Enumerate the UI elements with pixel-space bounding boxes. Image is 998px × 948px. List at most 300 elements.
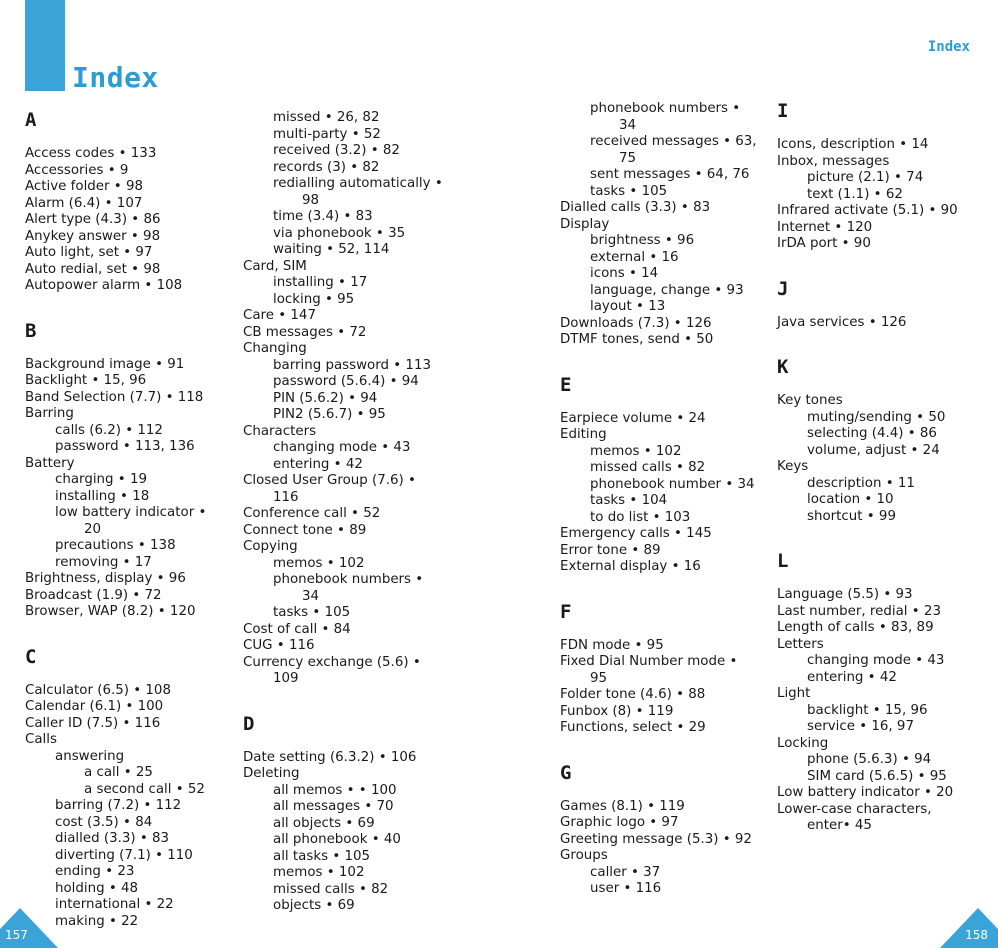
index-entry-text: CUG • 116 [243, 638, 315, 653]
index-column [560, 101, 775, 898]
index-entry-text: phonebook numbers • [590, 101, 741, 116]
index-entry-text: missed calls • 82 [273, 881, 389, 897]
index-entry [25, 439, 240, 456]
index-entry-text: received (3.2) • 82 [273, 143, 400, 158]
index-entry [777, 604, 992, 621]
index-entry-text: records (3) • 82 [273, 159, 380, 175]
index-entry [25, 456, 240, 473]
index-entry [777, 802, 992, 819]
index-entry-text: to do list • 103 [590, 509, 691, 525]
index-entry [777, 393, 992, 410]
index-entry-text: Auto redial, set • 98 [25, 261, 161, 277]
index-entry-list [777, 393, 992, 525]
index-entry [560, 815, 775, 832]
index-entry-text: phonebook number • 34 [590, 476, 755, 492]
page-title: Index [72, 61, 159, 94]
index-entry [243, 391, 458, 408]
index-entry-text: icons • 14 [590, 266, 659, 281]
index-entry-text: Dialled calls (3.3) • 83 [560, 200, 711, 215]
index-entry [243, 110, 458, 127]
index-entry-text: memos • 102 [273, 865, 365, 880]
index-entry [25, 765, 240, 782]
page-number-right: 158 [965, 928, 988, 942]
index-entry-text: IrDA port • 90 [777, 236, 871, 251]
index-entry [560, 865, 775, 882]
index-entry-text: picture (2.1) • 74 [807, 170, 924, 185]
index-entry [560, 332, 775, 349]
index-entry-text: Battery [25, 455, 75, 471]
index-entry [243, 473, 458, 506]
index-entry [560, 510, 775, 527]
index-entry [243, 457, 458, 474]
index-entry-continuation: 95 [590, 670, 608, 686]
index-entry [25, 831, 240, 848]
index-entry [777, 220, 992, 237]
index-entry [243, 750, 458, 767]
index-entry [25, 390, 240, 407]
index-entry [777, 170, 992, 187]
index-entry-text: tasks • 104 [590, 493, 668, 508]
index-entry [560, 444, 775, 461]
index-section [25, 295, 240, 621]
index-entry-list [560, 638, 775, 737]
index-entry-continuation: 34 [302, 588, 320, 604]
index-entry [777, 736, 992, 753]
index-entry [560, 184, 775, 201]
index-entry-text: text (1.1) • 62 [807, 186, 903, 202]
index-entry-text: Brightness, display • 96 [25, 571, 186, 586]
index-entry-text: service • 16, 97 [807, 719, 914, 734]
index-entry-text: password (5.6.4) • 94 [273, 374, 419, 389]
index-entry-text: Internet • 120 [777, 219, 873, 235]
title-accent-bar [25, 0, 65, 91]
index-section [560, 737, 775, 898]
section-letter: E [560, 373, 572, 396]
index-entry [777, 653, 992, 670]
index-entry [777, 769, 992, 786]
index-entry [25, 864, 240, 881]
index-entry-list [560, 101, 775, 349]
index-entry [777, 587, 992, 604]
index-entry [243, 799, 458, 816]
index-entry-text: Calculator (6.5) • 108 [25, 682, 171, 698]
section-gap [25, 621, 240, 647]
index-entry-text: removing • 17 [55, 554, 152, 570]
index-entry [243, 440, 458, 457]
index-entry-continuation: 20 [84, 521, 102, 537]
index-entry-text: DTMF tones, send • 50 [560, 332, 714, 347]
index-entry [243, 259, 458, 276]
index-entry-text: changing mode • 43 [273, 440, 411, 455]
index-entry-text: missed • 26, 82 [273, 110, 380, 125]
index-entry-text: Editing [560, 427, 607, 442]
index-entry [777, 154, 992, 171]
index-entry-text: volume, adjust • 24 [807, 442, 940, 458]
index-entry-text: low battery indicator • [55, 505, 207, 520]
section-letter: A [25, 109, 37, 131]
index-entry-text: Closed User Group (7.6) • [243, 473, 416, 488]
index-entry-text: user • 116 [590, 881, 662, 896]
index-entry [777, 719, 992, 736]
index-entry-text: received messages • 63, [590, 134, 757, 149]
index-section [560, 101, 775, 349]
index-entry-text: Card, SIM [243, 258, 307, 274]
index-entry [777, 236, 992, 253]
index-entry [560, 704, 775, 721]
index-entry-text: making • 22 [55, 913, 139, 929]
index-entry [25, 604, 240, 621]
index-entry-text: description • 11 [807, 475, 915, 491]
index-entry [25, 732, 240, 749]
index-section [777, 331, 992, 525]
index-entry [25, 881, 240, 898]
index-entry [243, 622, 458, 639]
index-entry [777, 509, 992, 526]
section-gap [560, 576, 775, 602]
index-entry [560, 217, 775, 234]
index-entry [560, 881, 775, 898]
index-entry-text: Icons, description • 14 [777, 137, 929, 152]
index-entry [560, 283, 775, 300]
index-entry [243, 275, 458, 292]
section-gap [777, 525, 992, 551]
index-entry-text: entering • 42 [807, 669, 897, 685]
index-entry-text: Broadcast (1.9) • 72 [25, 587, 162, 603]
index-entry-text: precautions • 138 [55, 538, 176, 553]
index-entry [25, 229, 240, 246]
index-entry-text: external • 16 [590, 249, 679, 265]
index-entry [25, 373, 240, 390]
index-column [777, 101, 992, 835]
index-entry-text: Access codes • 133 [25, 146, 157, 161]
index-entry-text: Auto light, set • 97 [25, 245, 153, 260]
index-entry [560, 427, 775, 444]
index-entry [560, 233, 775, 250]
index-entry-text: memos • 102 [590, 443, 682, 459]
index-entry-text: Calls [25, 732, 57, 747]
index-entry [560, 316, 775, 333]
index-entry-text: Cost of call • 84 [243, 621, 351, 637]
section-letter: C [25, 645, 37, 668]
index-entry-text: Light [777, 686, 811, 701]
index-entry-text: answering [55, 748, 125, 764]
index-entry-text: Autopower alarm • 108 [25, 278, 183, 293]
index-entry-text: a second call • 52 [84, 781, 205, 797]
page-number-left: 157 [5, 928, 28, 942]
index-entry-text: Key tones [777, 393, 843, 408]
index-entry-list [777, 315, 992, 332]
index-entry [25, 278, 240, 295]
index-entry-text: Language (5.5) • 93 [777, 587, 913, 602]
index-entry [777, 476, 992, 493]
index-entry [243, 242, 458, 259]
index-entry [25, 555, 240, 572]
index-entry-text: diverting (7.1) • 110 [55, 847, 193, 863]
section-letter: F [560, 600, 572, 623]
index-entry [25, 815, 240, 832]
index-entry-text: Length of calls • 83, 89 [777, 620, 934, 635]
index-entry-text: layout • 13 [590, 299, 666, 314]
index-section [777, 101, 992, 253]
index-entry [243, 849, 458, 866]
index-entry-text: tasks • 105 [590, 183, 668, 199]
index-entry [560, 638, 775, 655]
index-entry-text: caller • 37 [590, 864, 661, 880]
index-entry-text: Caller ID (7.5) • 116 [25, 715, 161, 731]
index-entry [25, 848, 240, 865]
index-entry [777, 187, 992, 204]
index-entry [243, 226, 458, 243]
index-entry [243, 143, 458, 160]
index-column [25, 110, 240, 930]
section-letter: K [777, 356, 789, 378]
index-entry-text: calls (6.2) • 112 [55, 422, 163, 438]
index-entry [243, 783, 458, 800]
index-entry [560, 720, 775, 737]
index-entry [777, 410, 992, 427]
index-entry-text: sent messages • 64, 76 [590, 167, 750, 182]
index-entry-text: Java services • 126 [777, 314, 907, 330]
index-entry-text: Anykey answer • 98 [25, 228, 161, 244]
index-entry-text: all messages • 70 [273, 799, 394, 814]
index-entry-text: barring (7.2) • 112 [55, 798, 182, 813]
index-entry-text: locking • 95 [273, 291, 355, 307]
index-entry [243, 572, 458, 605]
index-entry [25, 406, 240, 423]
index-entry [560, 134, 775, 167]
section-gap [777, 253, 992, 279]
index-entry-text: Infrared activate (5.1) • 90 [777, 203, 958, 218]
index-entry-text: password • 113, 136 [55, 439, 195, 454]
index-entry-text: waiting • 52, 114 [273, 242, 390, 257]
index-section [777, 253, 992, 332]
index-entry [777, 818, 992, 835]
index-entry [560, 654, 775, 687]
index-entry-text: Inbox, messages [777, 153, 890, 169]
index-entry-text: Changing [243, 341, 307, 356]
index-entry [25, 588, 240, 605]
index-entry-text: memos • 102 [273, 555, 365, 571]
section-letter: B [25, 319, 37, 342]
index-entry [777, 703, 992, 720]
index-entry-text: Downloads (7.3) • 126 [560, 315, 712, 331]
index-entry-text: Groups [560, 848, 608, 863]
index-entry-text: enter• 45 [807, 818, 872, 833]
index-entry [25, 798, 240, 815]
index-entry [25, 472, 240, 489]
index-entry-text: multi-party • 52 [273, 126, 381, 142]
index-entry-text: time (3.4) • 83 [273, 209, 373, 224]
index-entry-text: Barring [25, 406, 74, 421]
index-entry [560, 799, 775, 816]
index-entry-text: Functions, select • 29 [560, 720, 706, 735]
index-entry [243, 816, 458, 833]
index-entry-text: Last number, redial • 23 [777, 603, 941, 619]
index-entry [243, 882, 458, 899]
index-entry-text: Calendar (6.1) • 100 [25, 699, 164, 714]
index-entry [243, 209, 458, 226]
index-entry-continuation: 75 [619, 150, 637, 166]
index-entry-text: Games (8.1) • 119 [560, 798, 685, 814]
index-entry-list [25, 683, 240, 931]
index-entry [560, 411, 775, 428]
index-entry [243, 308, 458, 325]
index-entry-list [25, 357, 240, 621]
index-entry [560, 477, 775, 494]
section-letter: J [777, 277, 789, 300]
index-entry [25, 423, 240, 440]
index-entry-text: all phonebook • 40 [273, 832, 401, 847]
index-entry [243, 832, 458, 849]
index-entry-text: objects • 69 [273, 898, 355, 913]
index-entry-text: backlight • 15, 96 [807, 702, 928, 718]
index-entry-text: Backlight • 15, 96 [25, 373, 147, 388]
index-entry-text: cost (3.5) • 84 [55, 814, 153, 830]
index-entry-text: phonebook numbers • [273, 572, 424, 587]
section-letter: L [777, 550, 789, 572]
index-entry-text: changing mode • 43 [807, 653, 945, 668]
index-entry [243, 325, 458, 342]
index-entry-continuation: 98 [302, 192, 320, 208]
index-entry [777, 637, 992, 654]
index-entry [243, 605, 458, 622]
section-gap [777, 331, 992, 357]
section-letter: I [777, 100, 789, 122]
index-entry-text: Band Selection (7.7) • 118 [25, 389, 204, 405]
index-entry [243, 407, 458, 424]
index-entry-text: Copying [243, 539, 298, 554]
index-entry-list [777, 587, 992, 835]
index-entry-text: Browser, WAP (8.2) • 120 [25, 604, 196, 619]
index-entry-text: Low battery indicator • 20 [777, 785, 954, 800]
index-entry [777, 686, 992, 703]
index-entry-text: FDN mode • 95 [560, 637, 664, 653]
index-entry-text: Date setting (6.3.2) • 106 [243, 749, 417, 765]
index-entry-text: Fixed Dial Number mode • [560, 654, 738, 669]
index-entry-text: via phonebook • 35 [273, 225, 406, 241]
index-entry-text: Care • 147 [243, 308, 316, 323]
index-entry-text: Letters [777, 636, 824, 652]
index-entry [25, 505, 240, 538]
index-entry [243, 374, 458, 391]
index-entry [560, 526, 775, 543]
index-entry-text: shortcut • 99 [807, 508, 896, 524]
index-entry [560, 848, 775, 865]
index-entry [243, 176, 458, 209]
index-entry [560, 250, 775, 267]
index-entry [25, 196, 240, 213]
index-entry [25, 716, 240, 733]
index-entry [243, 358, 458, 375]
index-entry [777, 315, 992, 332]
index-entry-text: redialling automatically • [273, 176, 443, 191]
index-entry-text: ending • 23 [55, 864, 135, 879]
index-entry [777, 752, 992, 769]
index-entry-text: all objects • 69 [273, 815, 375, 831]
index-entry [243, 655, 458, 688]
index-entry [560, 101, 775, 134]
section-gap [25, 295, 240, 321]
index-entry-text: international • 22 [55, 897, 174, 912]
index-entry-continuation: 116 [273, 489, 299, 505]
index-entry [25, 571, 240, 588]
index-entry-text: tasks • 105 [273, 605, 351, 620]
index-entry [560, 266, 775, 283]
index-entry-text: Funbox (8) • 119 [560, 703, 674, 719]
index-entry-list [777, 137, 992, 253]
index-entry-list [560, 411, 775, 576]
index-entry-text: installing • 17 [273, 275, 368, 290]
index-entry-text: External display • 16 [560, 559, 701, 574]
index-section [25, 110, 240, 295]
index-entry-text: Characters [243, 423, 317, 439]
index-entry [243, 638, 458, 655]
index-entry-text: Currency exchange (5.6) • [243, 654, 421, 670]
index-entry [243, 424, 458, 441]
index-entry-text: Display [560, 216, 610, 232]
index-entry-text: entering • 42 [273, 456, 363, 472]
index-entry-text: charging • 19 [55, 472, 147, 487]
index-entry [25, 538, 240, 555]
index-entry [25, 179, 240, 196]
index-entry [777, 492, 992, 509]
index-entry-list [243, 110, 458, 688]
index-entry-continuation: 34 [619, 117, 637, 133]
index-entry-text: all tasks • 105 [273, 848, 371, 864]
index-entry [777, 137, 992, 154]
index-entry [25, 749, 240, 766]
index-entry [25, 489, 240, 506]
section-gap [243, 688, 458, 714]
index-entry-text: muting/sending • 50 [807, 409, 946, 425]
index-entry [777, 443, 992, 460]
index-entry [560, 460, 775, 477]
index-entry-text: Greeting message (5.3) • 92 [560, 831, 752, 847]
index-entry [777, 426, 992, 443]
index-entry [243, 292, 458, 309]
index-entry-text: a call • 25 [84, 765, 153, 780]
index-entry [243, 865, 458, 882]
index-section [243, 688, 458, 915]
index-entry [560, 559, 775, 576]
index-entry-continuation: 109 [273, 671, 299, 686]
index-entry-text: Connect tone • 89 [243, 522, 367, 538]
index-entry-text: SIM card (5.6.5) • 95 [807, 768, 947, 784]
section-gap [560, 349, 775, 375]
index-entry-list [243, 750, 458, 915]
index-entry-text: location • 10 [807, 492, 894, 507]
index-entry-list [25, 146, 240, 295]
index-entry [560, 299, 775, 316]
index-column [243, 110, 458, 915]
index-entry-text: PIN (5.6.2) • 94 [273, 390, 378, 406]
index-section [560, 349, 775, 576]
index-entry [243, 160, 458, 177]
index-entry-text: Lower-case characters, [777, 801, 932, 817]
index-entry-text: Background image • 91 [25, 356, 185, 372]
index-entry [560, 687, 775, 704]
index-entry [25, 699, 240, 716]
index-entry [777, 459, 992, 476]
index-entry [243, 127, 458, 144]
index-entry [777, 620, 992, 637]
index-entry [25, 683, 240, 700]
index-entry-text: Deleting [243, 766, 300, 781]
index-entry [25, 262, 240, 279]
index-entry [25, 212, 240, 229]
index-entry [243, 556, 458, 573]
index-entry [243, 539, 458, 556]
